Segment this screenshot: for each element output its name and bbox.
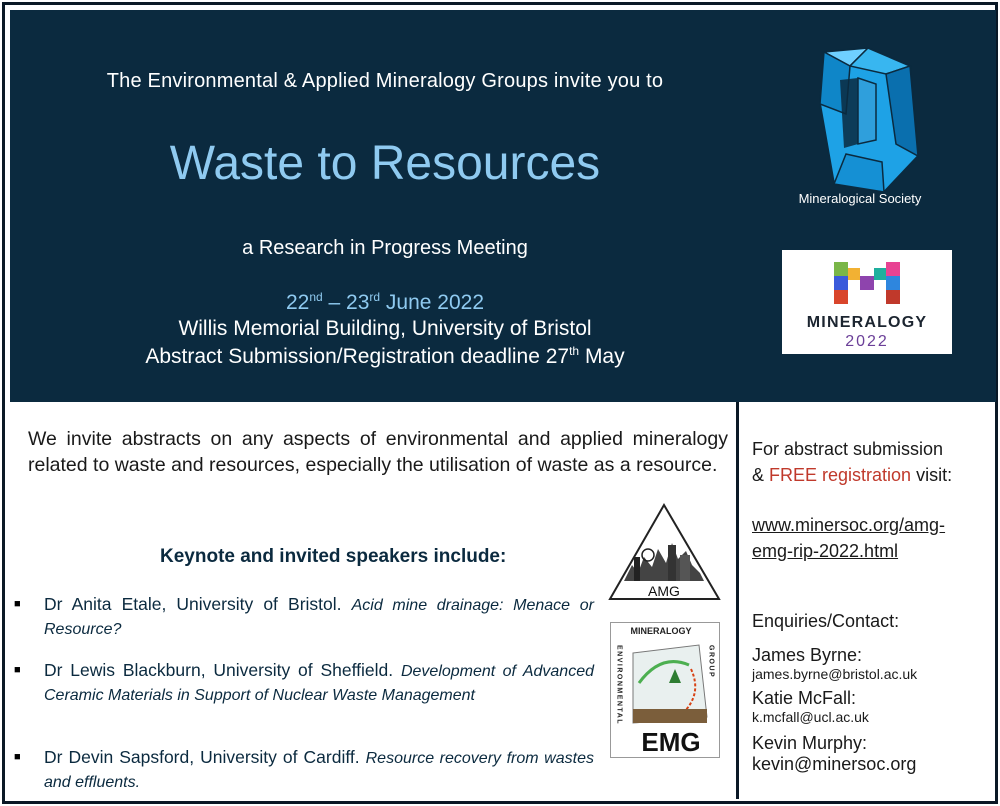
- keynote-heading: Keynote and invited speakers include:: [160, 546, 507, 567]
- speaker-item: [14, 593, 599, 641]
- intro-paragraph: We invite abstracts on any aspects of environmental and applied mineralogy related to waste and resources, especially the utilisation of waste as a resource.: [28, 428, 728, 476]
- month-year: June 2022: [380, 291, 485, 314]
- event-subtitle: a Research in Progress Meeting: [242, 237, 528, 259]
- amg-label: AMG: [648, 583, 680, 599]
- mineralogical-society-label: Mineralogical Society: [798, 191, 922, 206]
- deadline-month: May: [579, 345, 625, 368]
- speaker-name: Dr Lewis Blackburn, University of Sheffield.: [44, 660, 394, 680]
- contact-email[interactable]: james.byrne@bristol.ac.uk: [752, 666, 918, 682]
- enquiries-heading: Enquiries/Contact:: [752, 611, 900, 631]
- emg-logo: [610, 622, 720, 758]
- contact-person: [752, 733, 916, 775]
- emg-top-label: MINERALOGY: [630, 626, 692, 636]
- speaker-talk: Development of Advanced Ceramic Materials in Support of Nuclear Waste Management: [44, 663, 594, 704]
- free-registration-text: FREE registration: [769, 465, 912, 485]
- contact-email[interactable]: kevin@minersoc.org: [752, 754, 917, 774]
- speaker-talk: Acid mine drainage: Menace or Resource?: [44, 597, 594, 638]
- emg-side-right-label: GROUP: [707, 645, 715, 679]
- contact-name: Kevin Murphy:: [752, 733, 868, 753]
- deadline-suffix: th: [569, 344, 580, 358]
- panel-divider: [736, 402, 739, 799]
- emg-label: EMG: [641, 727, 701, 757]
- bullet-icon: ■: [14, 664, 21, 676]
- speaker-talk: Resource recovery from wastes and effluents.: [44, 750, 594, 791]
- registration-note: [752, 436, 952, 488]
- url-line-2[interactable]: emg-rip-2022.html: [752, 541, 899, 561]
- invite-line: The Environmental & Applied Mineralogy Groups invite you to: [106, 70, 664, 92]
- mineralogy-2022-logo: [782, 250, 952, 354]
- registration-link[interactable]: [752, 512, 945, 564]
- deadline-text: Abstract Submission/Registration deadline 27: [145, 345, 570, 368]
- speaker-name: Dr Devin Sapsford, University of Cardiff.: [44, 747, 360, 767]
- event-venue: Willis Memorial Building, University of Bristol: [178, 317, 592, 340]
- amg-logo: [608, 503, 721, 605]
- event-title: Waste to Resources: [169, 137, 601, 190]
- m-cube-icon: [832, 254, 902, 312]
- speaker-name: Dr Anita Etale, University of Bristol.: [44, 594, 342, 614]
- bullet-icon: ■: [14, 598, 21, 610]
- speaker-item: [14, 659, 599, 729]
- contact-email[interactable]: k.mcfall@ucl.ac.uk: [752, 709, 869, 725]
- speaker-item: [14, 746, 599, 794]
- url-line-1[interactable]: www.minersoc.org/amg-: [752, 515, 946, 535]
- submission-deadline: [10, 345, 760, 369]
- bullet-icon: ■: [14, 751, 21, 763]
- visit-amp: &: [752, 465, 770, 485]
- end-day-suffix: rd: [369, 290, 381, 304]
- event-dates: [10, 291, 760, 315]
- end-day: 23: [346, 291, 370, 314]
- contact-person: [752, 688, 869, 725]
- visit-line-2: [752, 462, 952, 488]
- contact-name: Katie McFall:: [752, 688, 857, 708]
- mineralogical-society-logo: [806, 44, 926, 194]
- start-day-suffix: nd: [309, 290, 323, 304]
- contact-person: [752, 645, 917, 682]
- mineralogy-wordmark: MINERALOGY: [806, 314, 928, 331]
- start-day: 22: [285, 291, 310, 314]
- visit-end: visit:: [911, 465, 953, 485]
- emg-side-left-label: ENVIRONMENTAL: [615, 645, 623, 726]
- mineralogy-year: 2022: [845, 333, 889, 350]
- date-separator: –: [322, 291, 347, 314]
- contact-name: James Byrne:: [752, 645, 863, 665]
- visit-line-1: For abstract submission: [752, 439, 944, 459]
